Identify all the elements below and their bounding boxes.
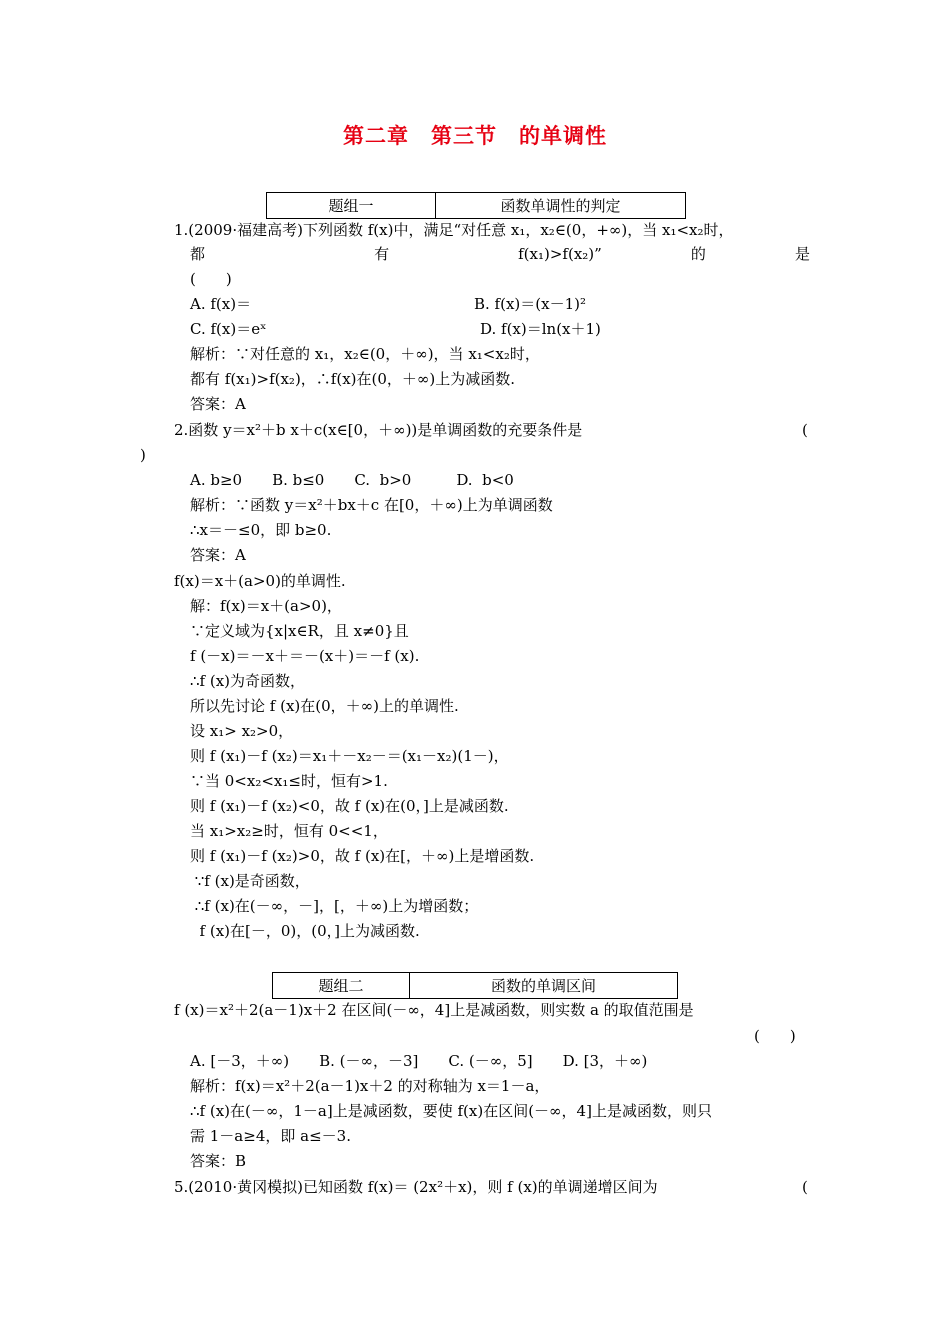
q3-step-5: 所以先讨论 f (x)在(0，＋∞)上的单调性.: [190, 697, 459, 715]
q1-option-d: D. f(x)＝ln(x＋1): [480, 320, 601, 338]
q1-word-2: 有: [374, 245, 390, 263]
q3-step-3: f (－x)＝－x＋＝－(x＋)＝－f (x).: [190, 647, 420, 665]
q4-stem: f (x)＝x²＋2(a－1)x＋2 在区间(－∞，4]上是减函数，则实数 a 的取值范围是: [174, 1001, 694, 1019]
q2-stem: 2.函数 y＝x²＋b x＋c(x∈[0，＋∞))是单调函数的充要条件是: [174, 421, 583, 439]
q4-answer-paren: ( ): [754, 1027, 796, 1045]
q3-step-7: 则 f (x₁)－f (x₂)＝x₁＋－x₂－＝(x₁－x₂)(1－)，: [190, 747, 509, 765]
q3-step-13: ∴f (x)在(－∞，－]，[，＋∞)上为增函数；: [190, 897, 479, 915]
q2-solution-line2: ∴x＝－≤0，即 b≥0.: [190, 521, 332, 539]
q1-option-a: A. f(x)＝: [190, 295, 252, 313]
q3-step-12: ∵f (x)是奇函数，: [190, 872, 310, 890]
q4-solution-line1: 解析：f(x)＝x²＋2(a－1)x＋2 的对称轴为 x＝1－a，: [190, 1077, 550, 1095]
q2-options: A. b≥0 B. b≤0 C. b>0 D. b<0: [190, 471, 514, 489]
q4-options: A. [－3，＋∞) B. (－∞，－3] C. (－∞，5] D. [3，＋∞): [190, 1052, 648, 1070]
group2-label: 题组二: [273, 973, 410, 998]
q1-word-4: 的: [690, 245, 706, 263]
q1-option-c: C. f(x)＝eˣ: [190, 320, 267, 338]
q3-step-14: f (x)在[－，0)，(0，]上为减函数.: [190, 922, 420, 940]
q3-step-4: ∴f (x)为奇函数，: [190, 672, 306, 690]
q4-solution-line2: ∴f (x)在(－∞，1－a]上是减函数，要使 f(x)在区间(－∞，4]上是减函数，则只: [190, 1102, 712, 1120]
q3-step-2: ∵定义域为{x|x∈R，且 x≠0}且: [190, 622, 409, 640]
q1-solution-line2: 都有 f(x₁)>f(x₂)，∴f(x)在(0，＋∞)上为减函数.: [190, 370, 516, 388]
q1-solution-line1: 解析：∵对任意的 x₁，x₂∈(0，＋∞)，当 x₁<x₂时，: [190, 345, 540, 363]
group1-topic: 函数单调性的判定: [500, 197, 621, 215]
q3-step-11: 则 f (x₁)－f (x₂)>0，故 f (x)在[，＋∞)上是增函数.: [190, 847, 535, 865]
q1-word-3: f(x₁)>f(x₂)”: [518, 245, 602, 263]
q1-word-1: 都: [190, 245, 206, 263]
q2-solution-line1: 解析：∵函数 y＝x²＋bx＋c 在[0，＋∞)上为单调函数: [190, 496, 553, 514]
q1-answer: 答案：A: [190, 395, 246, 413]
group2-topic: 函数的单调区间: [490, 977, 596, 995]
q5-stem: 5.(2010·黄冈模拟)已知函数 f(x)＝ (2x²＋x)，则 f (x)的单调递增区间为: [174, 1178, 658, 1196]
group1-header: [266, 192, 686, 219]
q1-stem-line1: 1.(2009·福建高考)下列函数 f(x)中，满足“对任意 x₁，x₂∈(0，+∞)，当 x₁<x₂时，: [174, 221, 734, 239]
q3-step-10: 当 x₁>x₂≥时，恒有 0<<1，: [190, 822, 388, 840]
q4-solution-line3: 需 1－a≥4，即 a≤－3.: [190, 1127, 351, 1145]
q1-stem-line2: [190, 244, 810, 264]
group2-header: [272, 972, 678, 999]
page-title: 第二章 第三节 的单调性: [343, 123, 607, 148]
q1-word-5: 是: [794, 245, 810, 263]
q4-answer: 答案：B: [190, 1152, 247, 1170]
q1-answer-paren: ( ): [190, 270, 232, 288]
q3-stem: f(x)＝x＋(a>0)的单调性.: [174, 572, 346, 590]
q2-paren-left: (: [802, 421, 808, 439]
q5-paren-left: (: [802, 1178, 808, 1196]
q2-paren-right: ): [140, 446, 146, 464]
q3-step-1: 解：f(x)＝x＋(a>0)，: [190, 597, 342, 615]
q1-option-b: B. f(x)＝(x－1)²: [474, 295, 586, 313]
group1-label: 题组一: [267, 193, 436, 218]
q3-step-8: ∵当 0<x₂<x₁≤时，恒有>1.: [190, 772, 388, 790]
q3-step-9: 则 f (x₁)－f (x₂)<0，故 f (x)在(0，]上是减函数.: [190, 797, 509, 815]
q2-answer: 答案：A: [190, 546, 246, 564]
q3-step-6: 设 x₁> x₂>0，: [190, 722, 294, 740]
